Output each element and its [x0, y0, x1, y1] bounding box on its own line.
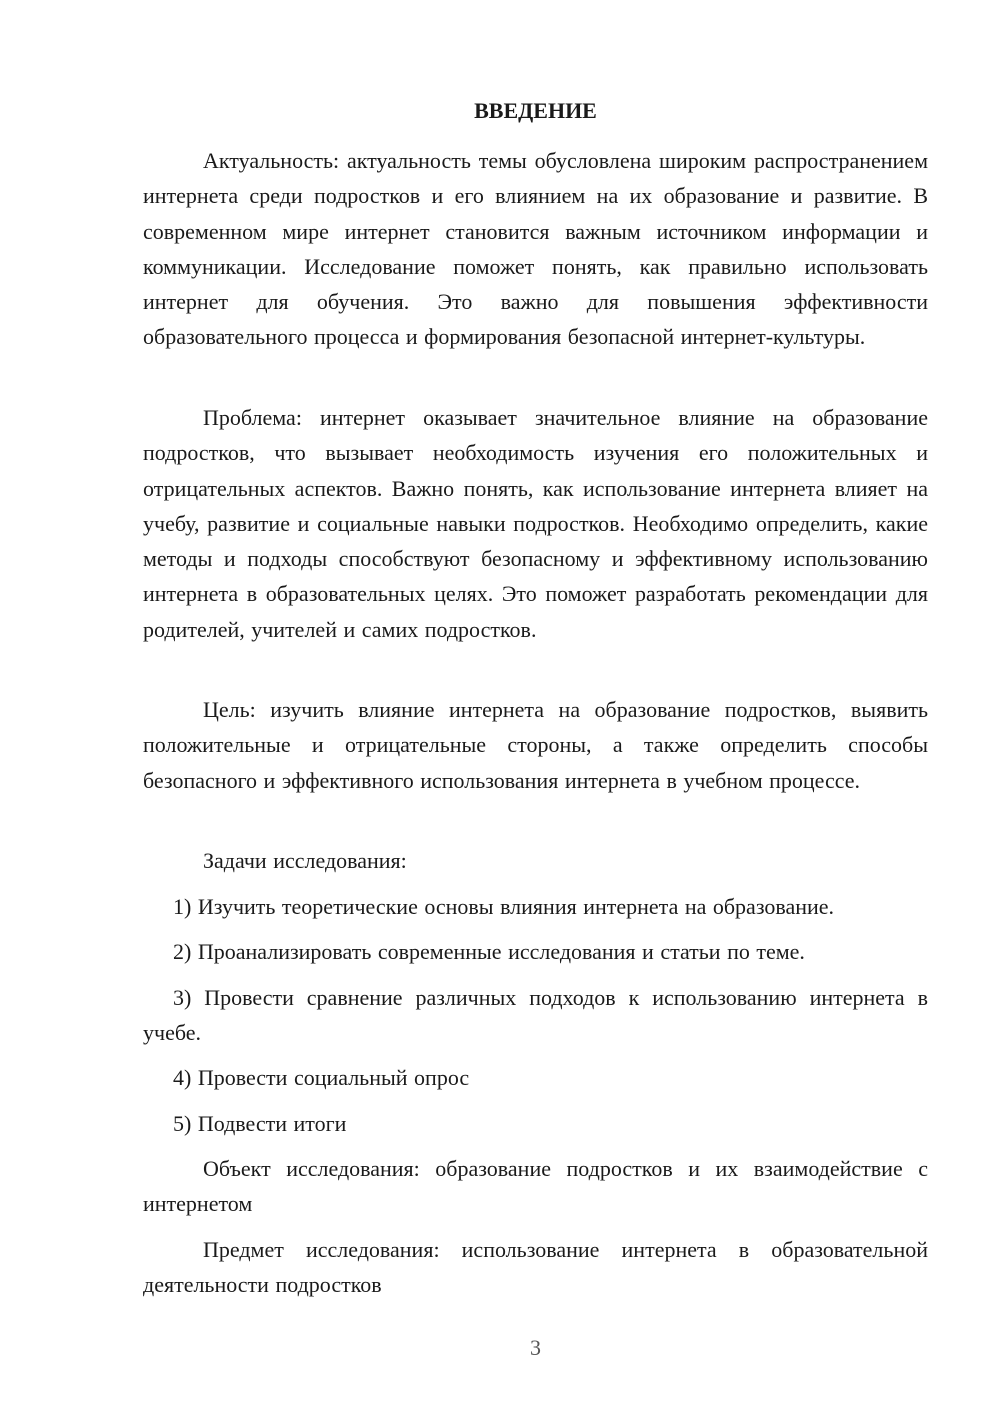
task-item-4: 4) Провести социальный опрос [173, 1065, 470, 1090]
tasks-heading: Задачи исследования: [203, 848, 407, 873]
subject-paragraph: Предмет исследования: использование интернета в образовательной деятельности подростков [143, 1237, 928, 1298]
task-item-5: 5) Подвести итоги [173, 1111, 347, 1136]
document-page [143, 0, 928, 1414]
section-heading: ВВЕДЕНИЕ [474, 98, 597, 123]
goal-paragraph: Цель: изучить влияние интернета на образование подростков, выявить положительные и отрицательные стороны, а также определить способы безопасного и эффективного использования интернета в учебном процессе. [143, 697, 928, 793]
task-item-2: 2) Проанализировать современные исследования и статьи по теме. [173, 939, 805, 964]
task-item-1: 1) Изучить теоретические основы влияния интернета на образование. [173, 894, 835, 919]
object-paragraph: Объект исследования: образование подростков и их взаимодействие с интернетом [143, 1156, 928, 1217]
relevance-paragraph: Актуальность: актуальность темы обусловлена широким распространением интернета среди подростков и его влиянием на их образование и развитие. В современном мире интернет становится важным источником информации и коммуникации. Исследование поможет понять, как правильно использовать интернет для обучения. Это важно для повышения эффективности образовательного процесса и формирования безопасной интернет-культуры. [143, 148, 928, 350]
task-item-3: 3) Провести сравнение различных подходов к использованию интернета в учебе. [143, 985, 928, 1046]
problem-paragraph: Проблема: интернет оказывает значительное влияние на образование подростков, что вызывает необходимость изучения его положительных и отрицательных аспектов. Важно понять, как использование интернета влияет на учебу, развитие и социальные навыки подростков. Необходимо определить, какие методы и подходы способствуют безопасному и эффективному использованию интернета в образовательных целях. Это поможет разработать рекомендации для родителей, учителей и самих подростков. [143, 405, 928, 642]
page-number: 3 [530, 1335, 541, 1360]
